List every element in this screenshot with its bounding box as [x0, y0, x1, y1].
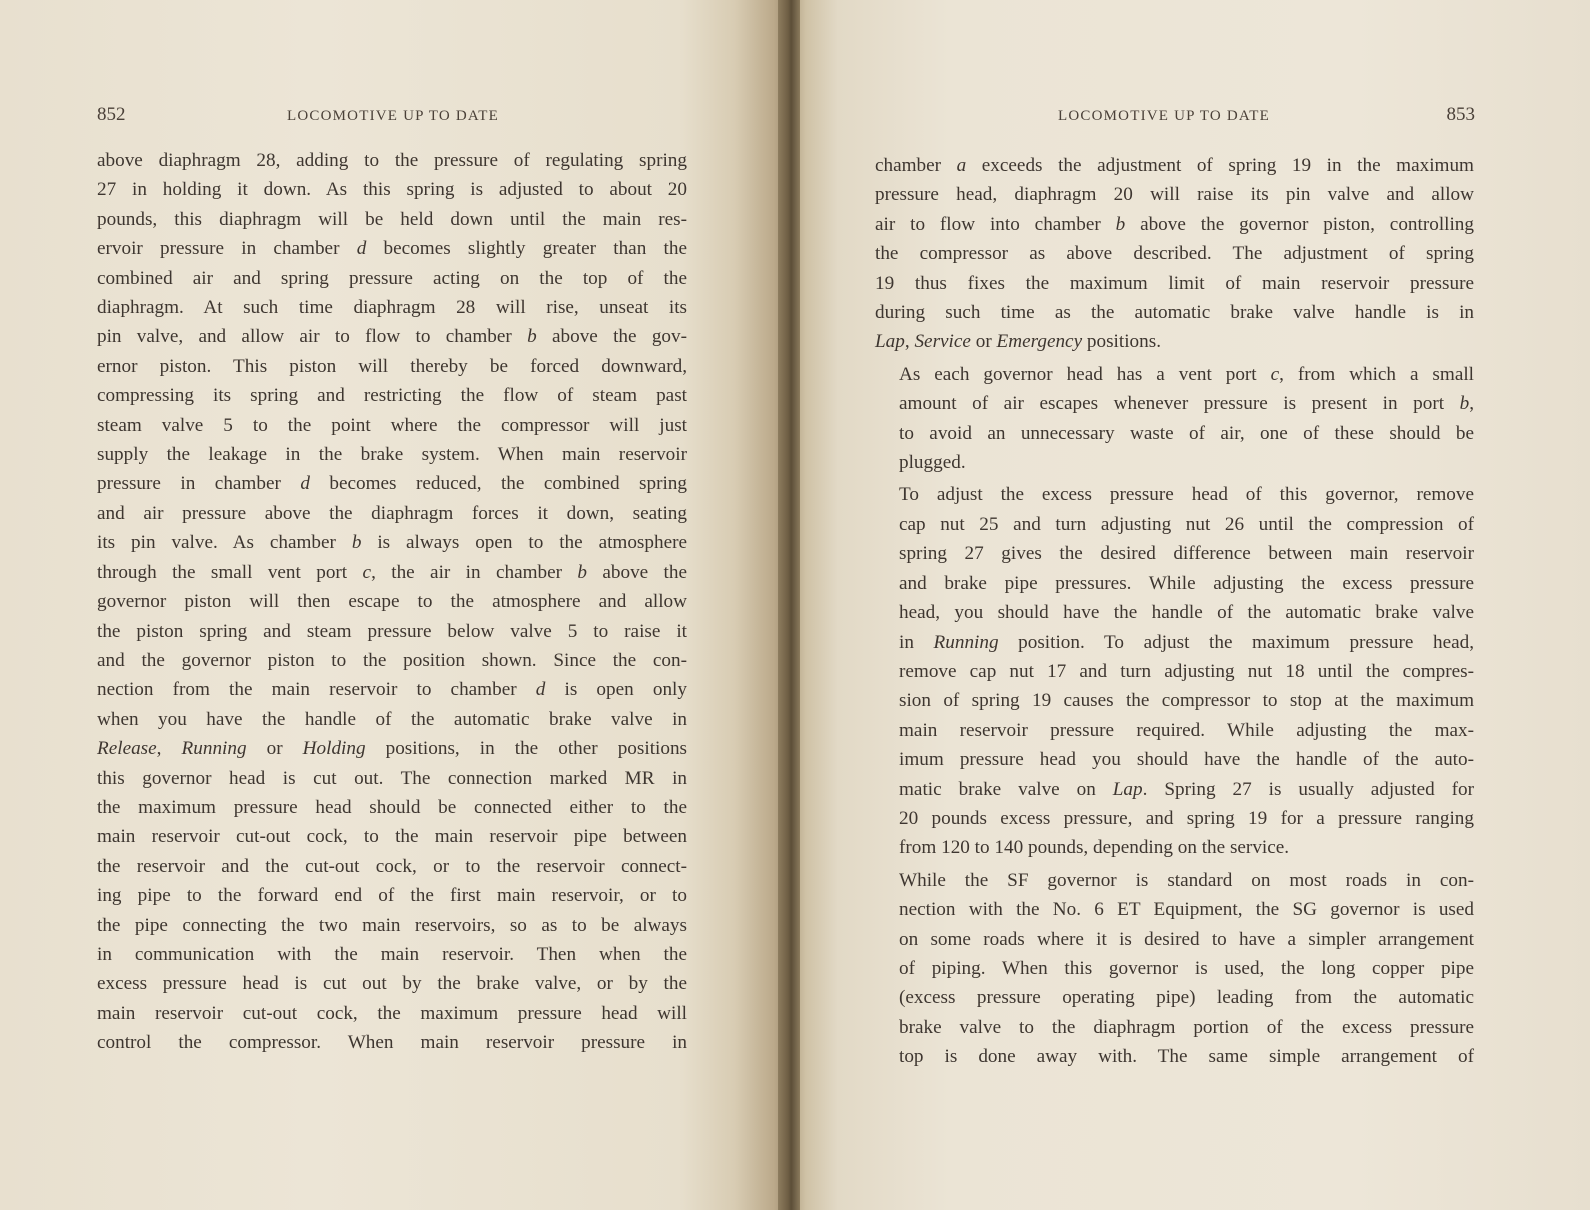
text-line: ervoir pressure in chamber d becomes slightly greater than the — [97, 238, 687, 260]
text-line: on some roads where it is desired to have a simpler arrangement — [899, 928, 1474, 950]
text-line: above diaphragm 28, adding to the pressure of regulating spring — [97, 150, 687, 171]
text-line: and brake pipe pressures. While adjusting the excess pressure — [899, 572, 1474, 594]
text-line: compressing its spring and restricting the flow of steam past — [97, 385, 687, 407]
text-line: supply the leakage in the brake system. When main reservoir — [97, 444, 687, 466]
text-line: the piston spring and steam pressure below valve 5 to raise it — [97, 620, 687, 642]
text-line: and air pressure above the diaphragm forces it down, seating — [97, 502, 687, 524]
text-line: 19 thus fixes the maximum limit of main reservoir pressure — [875, 272, 1474, 294]
text-line: air to flow into chamber b above the governor piston, controlling — [875, 213, 1474, 235]
left-page-number: 852 — [97, 104, 126, 125]
text-line: matic brake valve on Lap. Spring 27 is usually adjusted for — [899, 778, 1475, 800]
text-line: plugged. — [899, 452, 966, 474]
text-line: 20 pounds excess pressure, and spring 19 for a pressure ranging — [899, 807, 1474, 829]
paragraph — [875, 480, 1474, 862]
text-line: cap nut 25 and turn adjusting nut 26 until the compression of — [899, 513, 1474, 535]
text-line: nection from the main reservoir to chamber d is open only — [97, 679, 687, 701]
text-line: ernor piston. This piston will thereby be forced downward, — [97, 355, 687, 377]
text-line: pressure head, diaphragm 20 will raise its pin valve and allow — [875, 184, 1474, 206]
text-line: its pin valve. As chamber b is always open to the atmosphere — [97, 532, 688, 554]
text-line: head, you should have the handle of the automatic brake valve — [899, 602, 1474, 624]
text-line: excess pressure head is cut out by the brake valve, or by the — [97, 973, 687, 995]
paragraph — [875, 151, 1474, 357]
text-line: main reservoir cut-out cock, the maximum pressure head will — [97, 1002, 687, 1024]
text-line: While the SF governor is standard on most roads in con- — [899, 869, 1474, 891]
text-line: control the compressor. When main reservoir pressure in — [97, 1032, 687, 1054]
text-line: the maximum pressure head should be connected either to the — [97, 796, 687, 818]
text-line: amount of air escapes whenever pressure is present in port b, — [899, 393, 1474, 415]
left-page-header — [97, 104, 697, 134]
text-line: through the small vent port c, the air in chamber b above the — [97, 561, 687, 583]
right-page-body — [875, 151, 1474, 1072]
text-line: and the governor piston to the position shown. Since the con- — [97, 649, 687, 671]
text-line: sion of spring 19 causes the compressor to stop at the maximum — [899, 690, 1474, 712]
text-line: Release, Running or Holding positions, in the other positions — [97, 738, 688, 760]
text-line: ing pipe to the forward end of the first main reservoir, or to — [97, 885, 687, 907]
text-line: of piping. When this governor is used, the long copper pipe — [899, 957, 1474, 979]
text-line: remove cap nut 17 and turn adjusting nut 18 until the compres- — [899, 660, 1474, 682]
right-page-number: 853 — [1446, 104, 1475, 125]
text-line: diaphragm. At such time diaphragm 28 will rise, unseat its — [97, 297, 687, 319]
text-line: (excess pressure operating pipe) leading from the automatic — [899, 987, 1474, 1009]
text-line: the pipe connecting the two main reservoirs, so as to be always — [97, 914, 687, 936]
right-page — [790, 0, 1590, 1210]
text-line: brake valve to the diaphragm portion of the excess pressure — [899, 1016, 1474, 1038]
text-line: As each governor head has a vent port c, from which a small — [899, 363, 1474, 385]
book-gutter — [778, 0, 800, 1210]
text-line: this governor head is cut out. The connection marked MR in — [97, 767, 687, 789]
right-page-header — [875, 104, 1475, 134]
text-line: spring 27 gives the desired difference between main reservoir — [899, 543, 1474, 565]
text-line: governor piston will then escape to the atmosphere and allow — [97, 591, 687, 613]
text-line: pressure in chamber d becomes reduced, the combined spring — [97, 473, 687, 495]
text-line: main reservoir pressure required. While adjusting the max- — [899, 719, 1474, 741]
text-line: when you have the handle of the automatic brake valve in — [97, 708, 687, 730]
text-line: steam valve 5 to the point where the compressor will just — [97, 414, 687, 436]
text-line: in communication with the main reservoir. Then when the — [97, 943, 687, 965]
text-line: chamber a exceeds the adjustment of spring 19 in the maximum — [875, 155, 1474, 176]
text-line: imum pressure head you should have the handle of the auto- — [899, 749, 1474, 771]
text-line: pin valve, and allow air to flow to chamber b above the gov- — [97, 326, 687, 348]
text-line: main reservoir cut-out cock, to the main reservoir pipe between — [97, 826, 687, 848]
left-page — [0, 0, 790, 1210]
paragraph — [875, 866, 1474, 1072]
right-running-head: LOCOMOTIVE UP TO DATE — [1058, 108, 1271, 124]
text-line: 27 in holding it down. As this spring is adjusted to about 20 — [97, 179, 687, 201]
text-line: during such time as the automatic brake valve handle is in — [875, 302, 1474, 324]
text-line: top is done away with. The same simple arrangement of — [899, 1046, 1474, 1068]
paragraph — [97, 146, 687, 1058]
text-line: To adjust the excess pressure head of this governor, remove — [899, 484, 1474, 506]
text-line: pounds, this diaphragm will be held down until the main res- — [97, 208, 687, 230]
text-line: in Running position. To adjust the maximum pressure head, — [899, 631, 1474, 653]
left-running-head: LOCOMOTIVE UP TO DATE — [287, 108, 500, 124]
text-line: from 120 to 140 pounds, depending on the service. — [899, 837, 1290, 859]
paragraph — [875, 360, 1474, 478]
left-page-body — [97, 146, 687, 1058]
text-line: the compressor as above described. The adjustment of spring — [875, 243, 1474, 265]
text-line: the reservoir and the cut-out cock, or to the reservoir connect- — [97, 855, 687, 877]
text-line: Lap, Service or Emergency positions. — [875, 331, 1161, 353]
text-line: to avoid an unnecessary waste of air, one of these should be — [899, 422, 1474, 444]
text-line: nection with the No. 6 ET Equipment, the SG governor is used — [899, 899, 1474, 921]
text-line: combined air and spring pressure acting on the top of the — [97, 267, 687, 289]
